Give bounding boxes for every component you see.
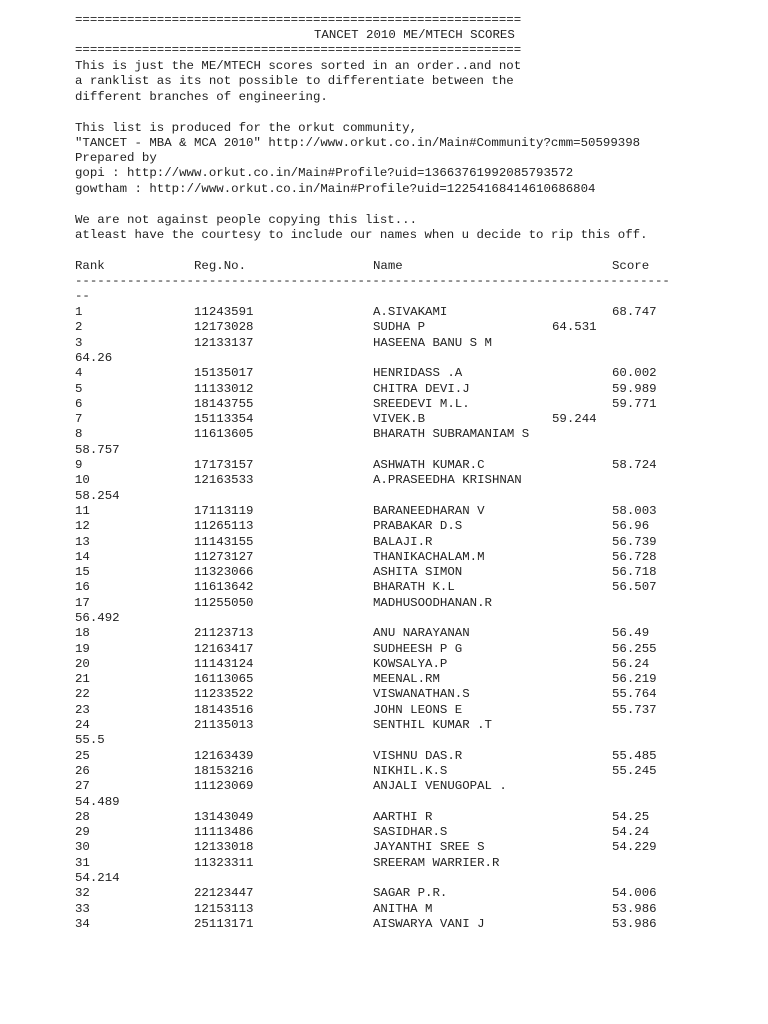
row-rank: 26 [75, 764, 90, 778]
row-name: SUDHEESH P G [373, 642, 463, 656]
row-name: SENTHIL KUMAR .T [373, 718, 492, 732]
row-name: SAGAR P.R. [373, 886, 448, 900]
row-score-wrapped: 58.254 [75, 489, 120, 503]
table-header-score: Score [612, 259, 650, 273]
row-score: 56.718 [612, 565, 657, 579]
row-regno: 16113065 [194, 672, 254, 686]
row-name: SASIDHAR.S [373, 825, 448, 839]
row-rank: 16 [75, 580, 90, 594]
row-rank: 34 [75, 917, 90, 931]
row-regno: 17113119 [194, 504, 254, 518]
row-rank: 33 [75, 902, 90, 916]
table-separator: -------------------------------------------------------------------------------- [75, 274, 670, 288]
row-rank: 21 [75, 672, 90, 686]
row-name: ASHWATH KUMAR.C [373, 458, 485, 472]
row-regno: 11243591 [194, 305, 254, 319]
row-regno: 12163533 [194, 473, 254, 487]
row-name: BHARATH SUBRAMANIAM S [373, 427, 530, 441]
row-name: SUDHA P [373, 320, 426, 334]
row-score: 56.96 [612, 519, 650, 533]
row-regno: 12133137 [194, 336, 254, 350]
row-name: VISHNU DAS.R [373, 749, 463, 763]
row-regno: 18143755 [194, 397, 254, 411]
row-rank: 29 [75, 825, 90, 839]
row-rank: 24 [75, 718, 90, 732]
table-separator-wrap: -- [75, 289, 90, 303]
row-name: VIVEK.B [373, 412, 426, 426]
row-score: 59.771 [612, 397, 657, 411]
row-rank: 27 [75, 779, 90, 793]
row-score: 54.24 [612, 825, 650, 839]
row-score-wrapped: 55.5 [75, 733, 105, 747]
row-rank: 22 [75, 687, 90, 701]
row-name: KOWSALYA.P [373, 657, 448, 671]
row-name: SREERAM WARRIER.R [373, 856, 500, 870]
header-rule-bottom: ============================================================ [75, 43, 522, 57]
row-name: ANITHA M [373, 902, 433, 916]
row-name: VISWANATHAN.S [373, 687, 470, 701]
credits-line-3: Prepared by [75, 151, 157, 165]
row-regno: 12133018 [194, 840, 254, 854]
row-rank: 25 [75, 749, 90, 763]
intro-line-3: different branches of engineering. [75, 90, 328, 104]
row-name: AISWARYA VANI J [373, 917, 485, 931]
credits-line-5: gowtham : http://www.orkut.co.in/Main#Profile?uid=12254168414610686804 [75, 182, 596, 196]
row-rank: 9 [75, 458, 83, 472]
row-regno: 11613605 [194, 427, 254, 441]
row-regno: 11323066 [194, 565, 254, 579]
row-rank: 6 [75, 397, 83, 411]
row-score: 56.507 [612, 580, 657, 594]
row-regno: 11273127 [194, 550, 254, 564]
row-rank: 2 [75, 320, 83, 334]
row-rank: 14 [75, 550, 90, 564]
row-regno: 17173157 [194, 458, 254, 472]
row-name: ASHITA SIMON [373, 565, 463, 579]
intro-line-1: This is just the ME/MTECH scores sorted in an order..and not [75, 59, 522, 73]
note-line-2: atleast have the courtesy to include our names when u decide to rip this off. [75, 228, 648, 242]
row-regno: 18143516 [194, 703, 254, 717]
row-name: BALAJI.R [373, 535, 433, 549]
row-score: 54.229 [612, 840, 657, 854]
row-name: A.SIVAKAMI [373, 305, 448, 319]
row-rank: 15 [75, 565, 90, 579]
row-score: 56.219 [612, 672, 657, 686]
table-header-rank: Rank [75, 259, 105, 273]
row-score: 59.989 [612, 382, 657, 396]
row-regno: 12163439 [194, 749, 254, 763]
row-rank: 28 [75, 810, 90, 824]
row-score-wrapped: 58.757 [75, 443, 120, 457]
row-score: 56.24 [612, 657, 650, 671]
row-regno: 12173028 [194, 320, 254, 334]
row-regno: 11323311 [194, 856, 254, 870]
row-score: 54.25 [612, 810, 650, 824]
row-rank: 8 [75, 427, 83, 441]
row-regno: 13143049 [194, 810, 254, 824]
page-title: TANCET 2010 ME/MTECH SCORES [314, 28, 515, 42]
row-rank: 32 [75, 886, 90, 900]
row-regno: 21123713 [194, 626, 254, 640]
row-score-wrapped: 54.214 [75, 871, 120, 885]
row-name: THANIKACHALAM.M [373, 550, 485, 564]
row-name: MEENAL.RM [373, 672, 440, 686]
row-regno: 22123447 [194, 886, 254, 900]
row-score: 53.986 [612, 917, 657, 931]
row-name: JAYANTHI SREE S [373, 840, 485, 854]
row-score: 68.747 [612, 305, 657, 319]
row-rank: 5 [75, 382, 83, 396]
row-regno: 11233522 [194, 687, 254, 701]
table-header-name: Name [373, 259, 403, 273]
row-rank: 30 [75, 840, 90, 854]
row-score: 55.764 [612, 687, 657, 701]
row-regno: 12163417 [194, 642, 254, 656]
row-regno: 11143155 [194, 535, 254, 549]
row-rank: 31 [75, 856, 90, 870]
row-score-wrapped: 64.26 [75, 351, 113, 365]
row-regno: 11613642 [194, 580, 254, 594]
row-score: 56.739 [612, 535, 657, 549]
row-score-wrapped: 56.492 [75, 611, 120, 625]
row-score: 54.006 [612, 886, 657, 900]
note-line-1: We are not against people copying this list... [75, 213, 418, 227]
credits-line-2: "TANCET - MBA & MCA 2010" http://www.orkut.co.in/Main#Community?cmm=50599398 [75, 136, 641, 150]
row-score: 59.244 [552, 412, 597, 426]
row-regno: 25113171 [194, 917, 254, 931]
row-regno: 11123069 [194, 779, 254, 793]
row-name: CHITRA DEVI.J [373, 382, 470, 396]
row-name: SREEDEVI M.L. [373, 397, 470, 411]
row-name: ANU NARAYANAN [373, 626, 470, 640]
intro-line-2: a ranklist as its not possible to differentiate between the [75, 74, 514, 88]
row-rank: 1 [75, 305, 83, 319]
row-rank: 11 [75, 504, 90, 518]
row-rank: 10 [75, 473, 90, 487]
header-rule-top: ============================================================ [75, 13, 522, 27]
row-regno: 11133012 [194, 382, 254, 396]
row-name: HENRIDASS .A [373, 366, 463, 380]
row-regno: 15113354 [194, 412, 254, 426]
credits-line-4: gopi : http://www.orkut.co.in/Main#Profile?uid=13663761992085793572 [75, 166, 574, 180]
row-name: BHARATH K.L [373, 580, 455, 594]
row-name: A.PRASEEDHA KRISHNAN [373, 473, 522, 487]
row-rank: 18 [75, 626, 90, 640]
row-regno: 21135013 [194, 718, 254, 732]
row-name: NIKHIL.K.S [373, 764, 448, 778]
row-name: AARTHI R [373, 810, 433, 824]
row-score: 64.531 [552, 320, 597, 334]
row-score: 58.003 [612, 504, 657, 518]
row-score-wrapped: 54.489 [75, 795, 120, 809]
table-header-regno: Reg.No. [194, 259, 247, 273]
row-name: MADHUSOODHANAN.R [373, 596, 492, 610]
row-name: HASEENA BANU S M [373, 336, 492, 350]
row-score: 58.724 [612, 458, 657, 472]
row-regno: 11113486 [194, 825, 254, 839]
row-name: ANJALI VENUGOPAL . [373, 779, 507, 793]
row-rank: 12 [75, 519, 90, 533]
row-name: PRABAKAR D.S [373, 519, 463, 533]
row-regno: 18153216 [194, 764, 254, 778]
row-rank: 17 [75, 596, 90, 610]
row-rank: 20 [75, 657, 90, 671]
row-score: 55.485 [612, 749, 657, 763]
row-rank: 23 [75, 703, 90, 717]
row-score: 56.255 [612, 642, 657, 656]
row-rank: 3 [75, 336, 83, 350]
row-name: JOHN LEONS E [373, 703, 463, 717]
row-score: 55.245 [612, 764, 657, 778]
row-rank: 7 [75, 412, 83, 426]
row-score: 56.728 [612, 550, 657, 564]
row-name: BARANEEDHARAN V [373, 504, 485, 518]
row-regno: 11255050 [194, 596, 254, 610]
row-rank: 4 [75, 366, 83, 380]
row-regno: 12153113 [194, 902, 254, 916]
row-regno: 11265113 [194, 519, 254, 533]
row-score: 56.49 [612, 626, 650, 640]
row-score: 53.986 [612, 902, 657, 916]
row-score: 55.737 [612, 703, 657, 717]
row-regno: 15135017 [194, 366, 254, 380]
row-rank: 19 [75, 642, 90, 656]
credits-line-1: This list is produced for the orkut community, [75, 121, 418, 135]
row-regno: 11143124 [194, 657, 254, 671]
row-rank: 13 [75, 535, 90, 549]
row-score: 60.002 [612, 366, 657, 380]
